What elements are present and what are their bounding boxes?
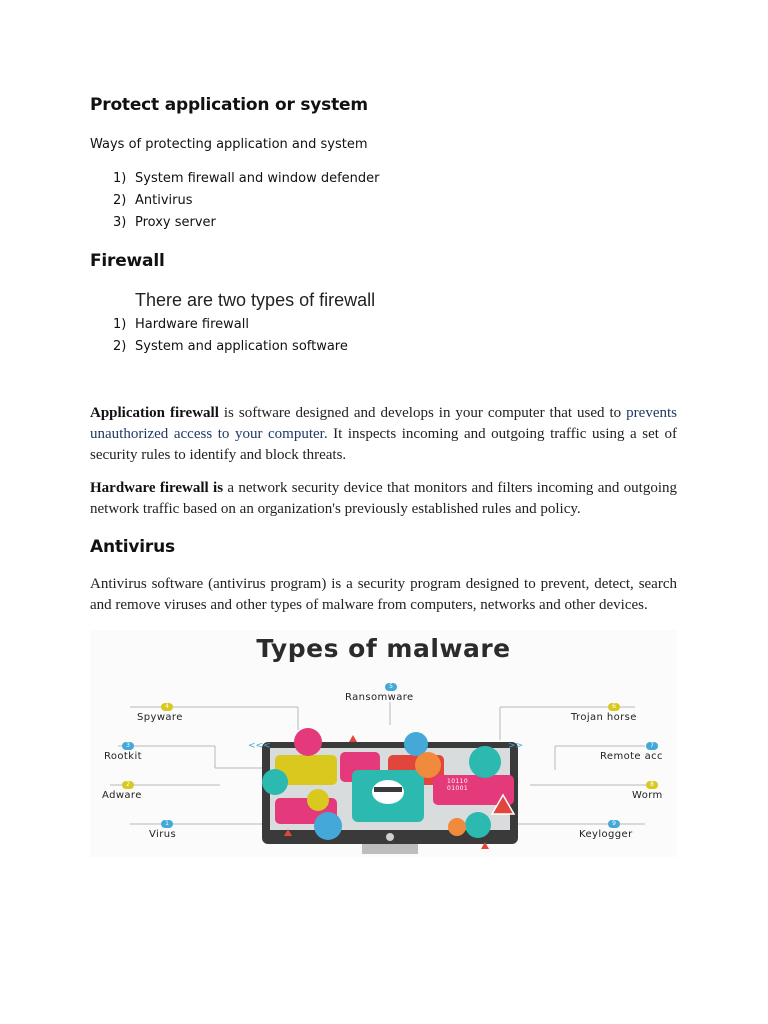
list-text: Antivirus	[135, 193, 193, 208]
label-adware: Adware	[102, 790, 142, 801]
hardware-firewall-paragraph	[90, 478, 677, 520]
number-badge: 9	[608, 820, 620, 828]
label-keylogger: Keylogger	[579, 829, 633, 840]
heading-antivirus: Antivirus	[90, 537, 175, 557]
monitor-stand	[362, 844, 418, 854]
lock-circle	[404, 732, 428, 756]
heading-protect: Protect application or system	[90, 95, 368, 115]
label-virus: Virus	[149, 829, 177, 840]
virus-circle	[314, 812, 342, 840]
list-text: System and application software	[135, 339, 348, 354]
label-rootkit: Rootkit	[104, 751, 142, 762]
number-badge: 5	[385, 683, 397, 691]
list-number: 1)	[113, 171, 127, 186]
firewall-intro: There are two types of firewall	[135, 290, 376, 310]
monitor-button	[386, 833, 394, 841]
intro-paragraph: Ways of protecting application and system	[90, 137, 368, 152]
list-number: 3)	[113, 215, 127, 230]
highlight-link-text: prevents unauthorized access to your computer.	[90, 405, 677, 442]
list-number: 2)	[113, 339, 127, 354]
label-remote-access: Remote acc	[600, 751, 663, 762]
number-badge: 4	[161, 703, 173, 711]
svg-text:>>: >>	[508, 741, 524, 751]
bug-circle	[294, 728, 322, 756]
list-number: 1)	[113, 317, 127, 332]
binary-line: 10110	[447, 778, 469, 785]
keylogger-circle	[465, 812, 491, 838]
number-badge: 3	[122, 742, 134, 750]
list-text: Hardware firewall	[135, 317, 249, 332]
label-spyware: Spyware	[137, 712, 183, 723]
svg-text:<<<: <<<	[248, 741, 271, 751]
label-trojan-horse: Trojan horse	[571, 712, 637, 723]
paragraph-text: a network security device that monitors and filters incoming and outgoing network traffic based on an organization's previously established rules and policy.	[90, 480, 677, 517]
orange-circle	[448, 818, 466, 836]
list-text: Proxy server	[135, 215, 216, 230]
label-worm: Worm	[632, 790, 663, 801]
horse-circle	[415, 752, 441, 778]
list-text: System firewall and window defender	[135, 171, 380, 186]
malware-infographic	[90, 630, 677, 857]
yellow-circle	[307, 789, 329, 811]
teal-circle-left	[262, 769, 288, 795]
heading-firewall: Firewall	[90, 251, 165, 271]
number-badge: 2	[122, 781, 134, 789]
paragraph-text: It inspects incoming and outgoing traffic using a set of security rules to identify and block threats.	[90, 426, 677, 463]
hardware-firewall-term: Hardware firewall is	[90, 480, 224, 496]
infographic-title: Types of malware	[256, 634, 511, 663]
infographic-drawing	[90, 630, 677, 857]
binary-line: 01001	[447, 785, 469, 792]
number-badge: 8	[646, 781, 658, 789]
list-number: 2)	[113, 193, 127, 208]
mail-circle	[469, 746, 501, 778]
label-ransomware: Ransomware	[345, 692, 414, 703]
number-badge: 6	[608, 703, 620, 711]
number-badge: 7	[646, 742, 658, 750]
antivirus-paragraph: Antivirus software (antivirus program) is a security program designed to prevent, detect, search and remove viruses and other types of malware from computers, networks and other devices.	[90, 576, 677, 613]
application-firewall-term: Application firewall	[90, 405, 219, 421]
number-badge: 1	[161, 820, 173, 828]
application-firewall-paragraph	[90, 403, 677, 466]
paragraph-text: is software designed and develops in your computer that used to	[218, 405, 627, 421]
